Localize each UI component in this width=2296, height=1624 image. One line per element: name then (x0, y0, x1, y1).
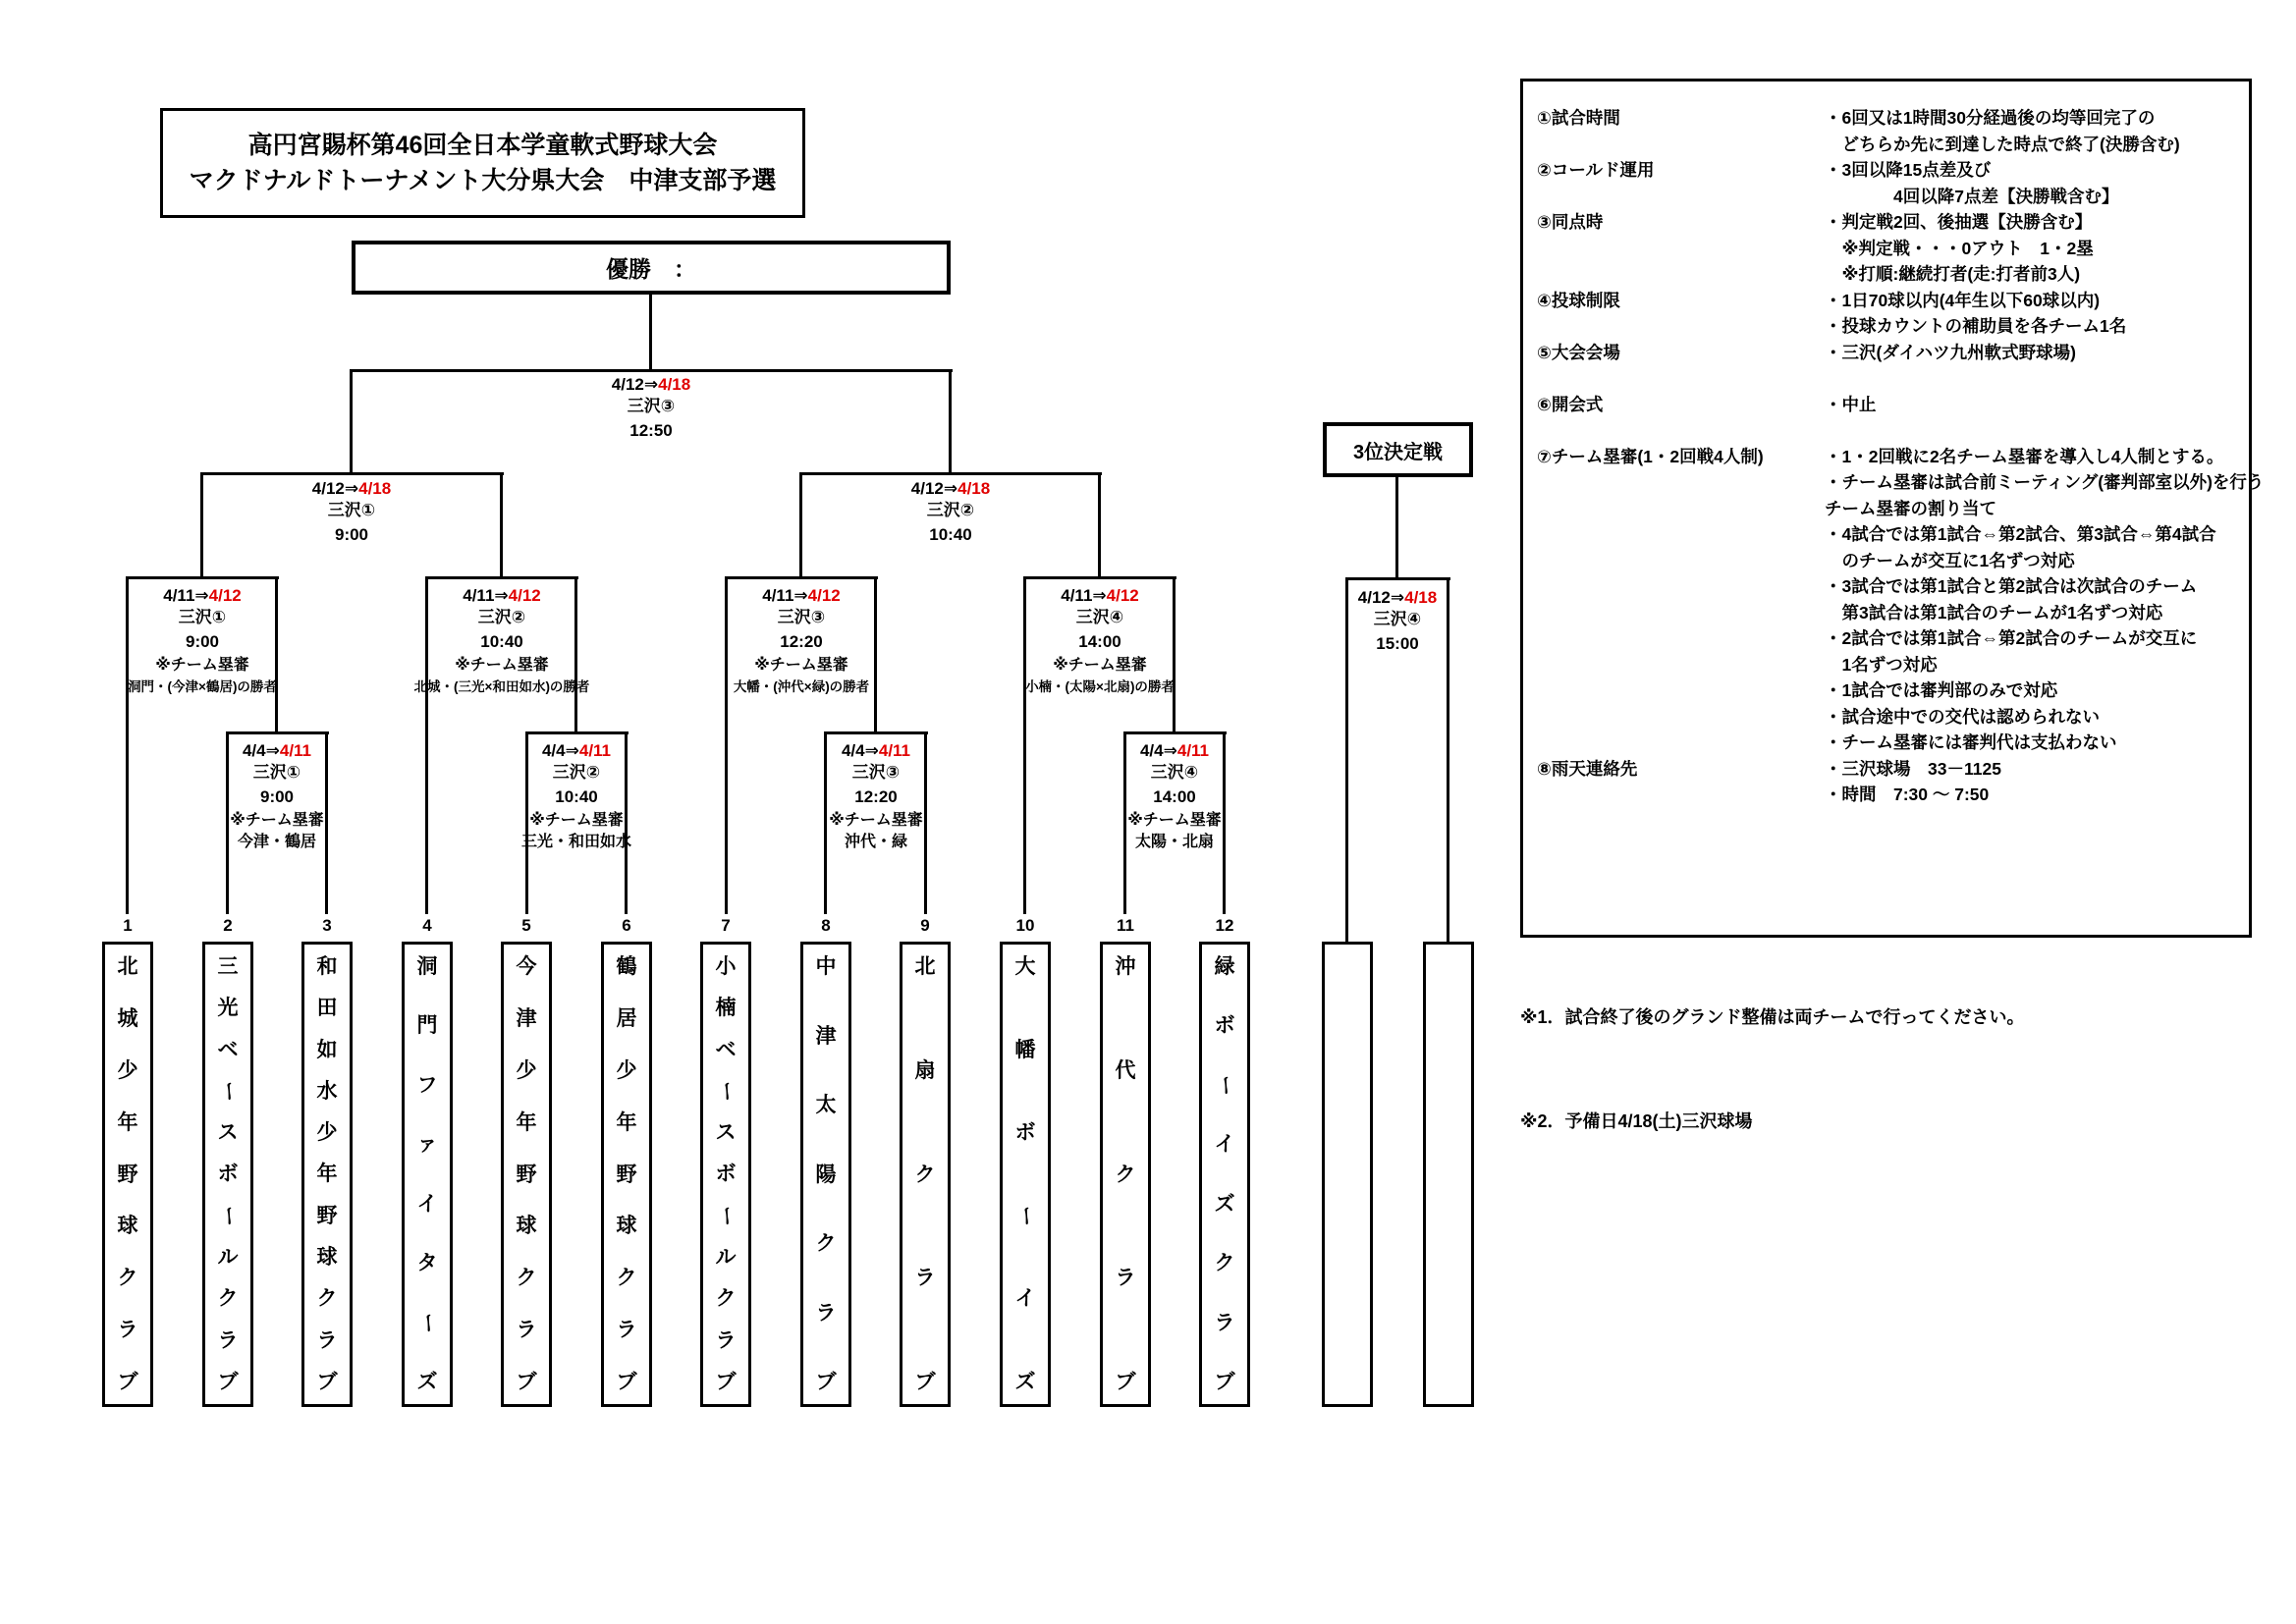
team-name-char: 球 (616, 1215, 637, 1238)
rule-row (1537, 444, 2265, 756)
team-name-char: ル (217, 1246, 239, 1270)
team-name-char: 鶴 (616, 955, 637, 978)
bracket-line (200, 472, 504, 475)
team-name-char: ラ (117, 1319, 138, 1342)
rule-term: ⑦チーム塁審(1・2回戦4人制) (1537, 446, 1764, 466)
bracket-line (200, 474, 203, 578)
team-name-char: 少 (316, 1121, 338, 1145)
match-venue: 三沢④ (1150, 763, 1199, 782)
rule-term: ①試合時間 (1537, 108, 1620, 128)
team-name-char: ー (714, 1205, 738, 1226)
rule-term: ⑥開会式 (1537, 394, 1604, 414)
match-time: 9:00 (259, 787, 295, 806)
match-time: 12:20 (780, 632, 823, 651)
bracket-line (525, 731, 629, 734)
team-name-char: 年 (516, 1110, 537, 1134)
team-name-char: ボ (715, 1163, 737, 1186)
match-time: 10:40 (480, 632, 523, 651)
rule-line: 第3試合は第1試合のチームが1名ずつ対応 (1825, 602, 2163, 623)
team-seed-number: 5 (521, 916, 531, 935)
team-name-char: 居 (616, 1006, 637, 1030)
team-name-char: ー (714, 1080, 738, 1102)
bracket-line (425, 576, 578, 579)
team-name-box (1100, 942, 1151, 1407)
team-name-char: 少 (516, 1058, 537, 1082)
team-name-box (501, 942, 552, 1407)
match-time: 12:20 (854, 787, 898, 806)
rule-line: どちらか先に到達した時点で終了(決勝含む) (1825, 134, 2180, 154)
team-name-char: 幡 (1014, 1038, 1036, 1061)
match-venue: 三沢③ (627, 397, 676, 415)
team-name-char: ァ (416, 1133, 438, 1157)
rule-line: ・6回又は1時間30分経過後の均等回完了の (1825, 108, 2156, 128)
team-name-char: ブ (815, 1371, 837, 1393)
bracket-line (1123, 731, 1227, 734)
match-label-quarterfinal-1 (55, 585, 350, 699)
umpire-note: 大幡・(沖代×緑)の勝者 (733, 679, 870, 694)
empty-team-box (1423, 942, 1474, 1407)
rule-line: 4回以降7点差【決勝戦含む】 (1825, 186, 2119, 206)
rule-term: ⑧雨天連絡先 (1537, 758, 1638, 779)
rule-line: のチームが交互に1名ずつ対応 (1825, 550, 2075, 570)
team-name-char: ラ (715, 1328, 737, 1352)
team-name-char: 津 (815, 1024, 837, 1048)
team-name-box (202, 942, 253, 1407)
rule-row (1537, 157, 2241, 209)
umpire-label: ※チーム塁審 (754, 657, 848, 674)
team-seed-number: 10 (1015, 916, 1035, 935)
rule-line: チーム塁審の割り当て (1825, 498, 1996, 518)
umpire-label: ※チーム塁審 (1127, 812, 1222, 829)
rule-line: ・2試合では第1試合⇔第2試合のチームが交互に (1825, 628, 2198, 648)
team-name-char: 津 (516, 1006, 537, 1030)
umpire-note: 洞門・(今津×鶴居)の勝者 (128, 679, 277, 694)
match-date: 4/11⇒4/12 (463, 586, 541, 605)
rule-line: ・試合途中での交代は認められない (1825, 706, 2100, 727)
team-name-char: ク (316, 1287, 338, 1311)
team-name-char: ブ (217, 1370, 239, 1393)
match-label-semifinal-1 (204, 478, 499, 546)
team-name-char: ク (815, 1232, 837, 1255)
team-name-char: 年 (117, 1110, 138, 1134)
tournament-title-line2: マクドナルドトーナメント大分県大会 中津支部予選 (189, 166, 777, 194)
rule-line: ・三沢(ダイハツ九州軟式野球場) (1825, 342, 2076, 362)
team-name-char: ベ (715, 1038, 737, 1061)
team-name-char: ー (216, 1080, 240, 1102)
match-label-round1-2 (429, 740, 724, 854)
team-seed-number: 2 (223, 916, 233, 935)
team-name-box (601, 942, 652, 1407)
title-box (160, 108, 805, 218)
team-name-char: 大 (1014, 955, 1036, 978)
team-name-box (800, 942, 851, 1407)
umpire-label: ※チーム塁審 (1053, 657, 1147, 674)
team-name-char: ブ (616, 1371, 637, 1393)
match-label-semifinal-2 (803, 478, 1098, 546)
match-date: 4/11⇒4/12 (762, 586, 841, 605)
team-name-char: ラ (516, 1319, 537, 1342)
team-name-char: ブ (316, 1370, 338, 1393)
team-name-char: イ (416, 1192, 438, 1216)
team-name-box (1000, 942, 1051, 1407)
team-name-char: ブ (117, 1371, 138, 1393)
team-name-char: ブ (1115, 1371, 1136, 1393)
team-name-box (301, 942, 353, 1407)
team-name-char: 中 (815, 955, 837, 978)
umpire-label: ※チーム塁審 (455, 657, 549, 674)
team-name-char: ブ (516, 1371, 537, 1393)
bracket-line (1395, 477, 1398, 579)
match-label-quarterfinal-3 (654, 585, 949, 699)
team-name-char: 和 (316, 955, 338, 978)
team-name-char: ラ (1214, 1311, 1235, 1334)
team-name-box (700, 942, 751, 1407)
rule-description (1825, 392, 2241, 444)
team-seed-number: 11 (1117, 916, 1134, 935)
rule-row (1537, 288, 2241, 340)
team-name-char: 球 (516, 1215, 537, 1238)
team-name-char: 陽 (815, 1163, 837, 1186)
team-name-char: 少 (117, 1058, 138, 1082)
rule-description (1825, 288, 2241, 340)
match-date: 4/11⇒4/12 (1061, 586, 1139, 605)
team-name-box (402, 942, 453, 1407)
team-name-char: 年 (316, 1163, 338, 1186)
bracket-line (1098, 474, 1101, 578)
match-date: 4/4⇒4/11 (541, 741, 612, 760)
match-date: 4/12⇒4/18 (910, 479, 991, 498)
rule-row (1537, 340, 2241, 392)
rule-row (1537, 209, 2241, 288)
team-name-char: 今 (516, 955, 537, 978)
team-name-char: ボ (1214, 1014, 1235, 1038)
champion-label: 優勝 ： (606, 256, 696, 282)
team-name-char: ラ (914, 1267, 936, 1290)
team-name-box (102, 942, 153, 1407)
umpire-label: ※チーム塁審 (829, 812, 923, 829)
match-venue: 三沢① (178, 608, 227, 626)
team-name-char: ー (1213, 1074, 1236, 1096)
match-label-quarterfinal-4 (953, 585, 1247, 699)
team-seed-number: 8 (821, 916, 831, 935)
bracket-line (649, 295, 652, 371)
rule-line: ・4試合では第1試合⇔第2試合、第3試合⇔第4試合 (1825, 524, 2216, 544)
rule-line: ・判定戦2回、後抽選【決勝含む】 (1825, 212, 2093, 232)
team-name-char: ク (516, 1267, 537, 1290)
rule-line: ・3回以降15点差及び (1825, 160, 1992, 180)
rule-line: ・チーム塁審には審判代は支払わない (1825, 732, 2117, 752)
bracket-line (725, 576, 878, 579)
rule-line: ・1日70球以内(4年生以下60球以内) (1825, 290, 2101, 310)
rules-content (1537, 105, 2265, 808)
team-name-char: ク (616, 1267, 637, 1290)
team-name-box (1199, 942, 1250, 1407)
third-place-box (1323, 422, 1473, 477)
rule-description (1825, 105, 2241, 157)
match-label-round1-3 (729, 740, 1023, 854)
match-venue: 三沢② (926, 501, 975, 519)
team-name-char: イ (1014, 1287, 1036, 1311)
team-name-char: ー (415, 1312, 439, 1333)
rule-term: ③同点時 (1537, 212, 1604, 232)
team-seed-number: 1 (123, 916, 133, 935)
team-name-char: ブ (715, 1370, 737, 1393)
bracket-line (350, 371, 353, 474)
match-venue: 三沢① (327, 501, 376, 519)
team-name-char: 楠 (715, 997, 737, 1020)
rule-row (1537, 756, 2241, 808)
team-name-char: 野 (117, 1163, 138, 1186)
match-date: 4/12⇒4/18 (611, 375, 691, 394)
umpire-label: ※チーム塁審 (155, 657, 249, 674)
team-name-char: 野 (316, 1204, 338, 1227)
rule-line: ・三沢球場 33－1125 (1825, 758, 2001, 779)
rule-line: ※打順:継続打者(走:打者前3人) (1825, 264, 2081, 284)
rule-description (1825, 157, 2241, 209)
rule-line: ・1・2回戦に2名チーム塁審を導入し4人制とする。 (1825, 446, 2224, 466)
rules-panel (1520, 79, 2265, 938)
team-seed-number: 7 (721, 916, 731, 935)
team-name-char: 球 (117, 1215, 138, 1238)
team-name-char: 野 (516, 1163, 537, 1186)
team-name-char: ク (1115, 1163, 1136, 1186)
match-label-quarterfinal-2 (355, 585, 649, 699)
team-name-char: 扇 (914, 1058, 936, 1082)
team-name-char: 門 (416, 1014, 438, 1038)
team-name-char: ベ (217, 1038, 239, 1061)
team-name-char: ボ (1014, 1121, 1036, 1145)
team-name-char: ク (217, 1287, 239, 1311)
team-name-char: ズ (1014, 1370, 1036, 1393)
match-date: 4/4⇒4/11 (841, 741, 911, 760)
bracket-line (226, 731, 329, 734)
match-date: 4/4⇒4/11 (1139, 741, 1210, 760)
rule-term: ④投球制限 (1537, 290, 1620, 310)
note-reserve-day: ※2．予備日4/18(土)三沢球場 (1520, 1111, 1753, 1131)
rule-line (1825, 417, 2241, 444)
team-name-char: 沖 (1115, 955, 1136, 978)
team-name-char: ー (1013, 1205, 1037, 1226)
match-venue: 三沢④ (1075, 608, 1124, 626)
team-name-char: イ (1214, 1133, 1235, 1157)
rule-description (1825, 340, 2241, 392)
match-venue: 三沢② (477, 608, 526, 626)
team-name-char: 如 (316, 1038, 338, 1061)
team-name-char: 光 (217, 997, 239, 1020)
team-name-char: 太 (815, 1094, 837, 1116)
bracket-line (350, 369, 953, 372)
umpire-note: 今津・鶴居 (237, 834, 316, 850)
umpire-note: 北城・(三光×和田如水)の勝者 (413, 679, 590, 694)
rule-line: ・時間 7:30 ～ 7:50 (1825, 785, 1990, 804)
champion-box (352, 241, 951, 295)
team-name-char: ク (1214, 1252, 1235, 1275)
team-name-char: ブ (1214, 1370, 1235, 1393)
team-name-char: 三 (217, 955, 239, 978)
match-venue: 三沢③ (777, 608, 826, 626)
team-name-char: ラ (616, 1319, 637, 1342)
match-time: 9:00 (185, 632, 220, 651)
bracket-line (1023, 576, 1176, 579)
match-time: 14:00 (1153, 787, 1196, 806)
team-name-char: フ (416, 1073, 438, 1097)
rule-line: ・1試合では審判部のみで対応 (1825, 680, 2058, 700)
match-label-round1-4 (1027, 740, 1322, 854)
team-name-char: ス (217, 1121, 239, 1145)
team-seed-number: 9 (920, 916, 930, 935)
tournament-title-line1: 高円宮賜杯第46回全日本学童軟式野球大会 (247, 131, 718, 159)
umpire-note: 沖代・緑 (844, 834, 907, 850)
bracket-line (799, 472, 1102, 475)
match-venue: 三沢③ (851, 763, 901, 782)
rule-row (1537, 392, 2241, 444)
bracket-line (500, 474, 503, 578)
umpire-label: ※チーム塁審 (230, 812, 324, 829)
team-name-char: 少 (616, 1058, 637, 1082)
umpire-note: 太陽・北扇 (1134, 834, 1214, 850)
match-time: 15:00 (1376, 634, 1419, 653)
match-date: 4/12⇒4/18 (1357, 588, 1438, 607)
team-name-char: 水 (316, 1079, 338, 1103)
team-name-char: 緑 (1214, 955, 1235, 978)
umpire-label: ※チーム塁審 (529, 812, 624, 829)
match-date: 4/11⇒4/12 (163, 586, 242, 605)
team-name-char: ク (117, 1267, 138, 1290)
third-place-label: 3位決定戦 (1352, 441, 1444, 463)
match-label-third-place (1250, 587, 1545, 655)
team-name-char: ク (715, 1287, 737, 1311)
rule-line: ・チーム塁審は試合前ミーティング(審判部室以外)を行う (1825, 472, 2265, 492)
team-name-char: ス (715, 1121, 737, 1145)
rule-line: 1名ずつ対応 (1825, 654, 1938, 675)
team-name-char: 北 (914, 955, 936, 978)
team-name-char: 北 (117, 955, 138, 978)
match-label-round1-1 (130, 740, 424, 854)
rule-line (1825, 365, 2241, 392)
team-name-char: ル (715, 1246, 737, 1270)
rule-line: ・3試合では第1試合と第2試合は次試合のチーム (1825, 576, 2198, 596)
match-time: 10:40 (555, 787, 598, 806)
rule-line: ・中止 (1825, 394, 1877, 414)
rule-term: ②コールド運用 (1537, 160, 1655, 180)
team-name-char: ズ (416, 1370, 438, 1393)
team-name-char: ラ (316, 1328, 338, 1352)
bracket-line (824, 731, 928, 734)
team-name-char: ラ (815, 1301, 837, 1325)
match-time: 10:40 (929, 525, 972, 544)
rule-description (1825, 209, 2241, 288)
team-name-char: 球 (316, 1246, 338, 1270)
bracket-line (1345, 577, 1450, 580)
team-name-char: 代 (1115, 1058, 1136, 1082)
rule-description (1825, 756, 2241, 808)
team-name-char: 城 (117, 1006, 138, 1030)
rule-row (1537, 105, 2241, 157)
match-date: 4/4⇒4/11 (242, 741, 312, 760)
team-seed-number: 4 (422, 916, 432, 935)
match-venue: 三沢② (552, 763, 601, 782)
match-time: 14:00 (1078, 632, 1121, 651)
bracket-line (126, 576, 279, 579)
rule-line: ※判定戦・・・0アウト 1・2塁 (1825, 238, 2094, 258)
rule-line: ・投球カウントの補助員を各チーム1名 (1825, 316, 2127, 336)
team-name-char: 田 (316, 997, 338, 1020)
match-label-final (504, 374, 798, 442)
team-name-char: ブ (914, 1371, 936, 1393)
team-name-char: ラ (217, 1328, 239, 1352)
team-name-box (900, 942, 951, 1407)
match-venue: 三沢④ (1373, 610, 1422, 628)
team-seed-number: 12 (1215, 916, 1234, 935)
team-name-char: ボ (217, 1163, 239, 1186)
team-name-char: 洞 (416, 955, 438, 978)
team-seed-number: 6 (622, 916, 631, 935)
team-seed-number: 3 (322, 916, 332, 935)
match-venue: 三沢① (252, 763, 301, 782)
team-name-char: ズ (1214, 1192, 1235, 1216)
rule-description (1825, 444, 2264, 756)
bracket-line (799, 474, 802, 578)
note-ground-maintenance: ※1．試合終了後のグランド整備は両チームで行ってください。 (1520, 1007, 2025, 1027)
match-date: 4/12⇒4/18 (311, 479, 392, 498)
umpire-note: 三光・和田如水 (520, 834, 631, 850)
team-name-char: 野 (616, 1163, 637, 1186)
umpire-note: 小楠・(太陽×北扇)の勝者 (1025, 679, 1175, 694)
empty-team-box (1322, 942, 1373, 1407)
bracket-line (949, 371, 952, 474)
rule-term: ⑤大会会場 (1537, 342, 1620, 362)
team-name-char: ク (914, 1163, 936, 1186)
team-name-char: ー (216, 1205, 240, 1226)
team-name-char: タ (416, 1252, 438, 1275)
team-name-char: 小 (715, 955, 737, 978)
match-time: 9:00 (334, 525, 369, 544)
team-name-char: 年 (616, 1110, 637, 1134)
team-name-char: ラ (1115, 1267, 1136, 1290)
match-time: 12:50 (629, 421, 673, 440)
